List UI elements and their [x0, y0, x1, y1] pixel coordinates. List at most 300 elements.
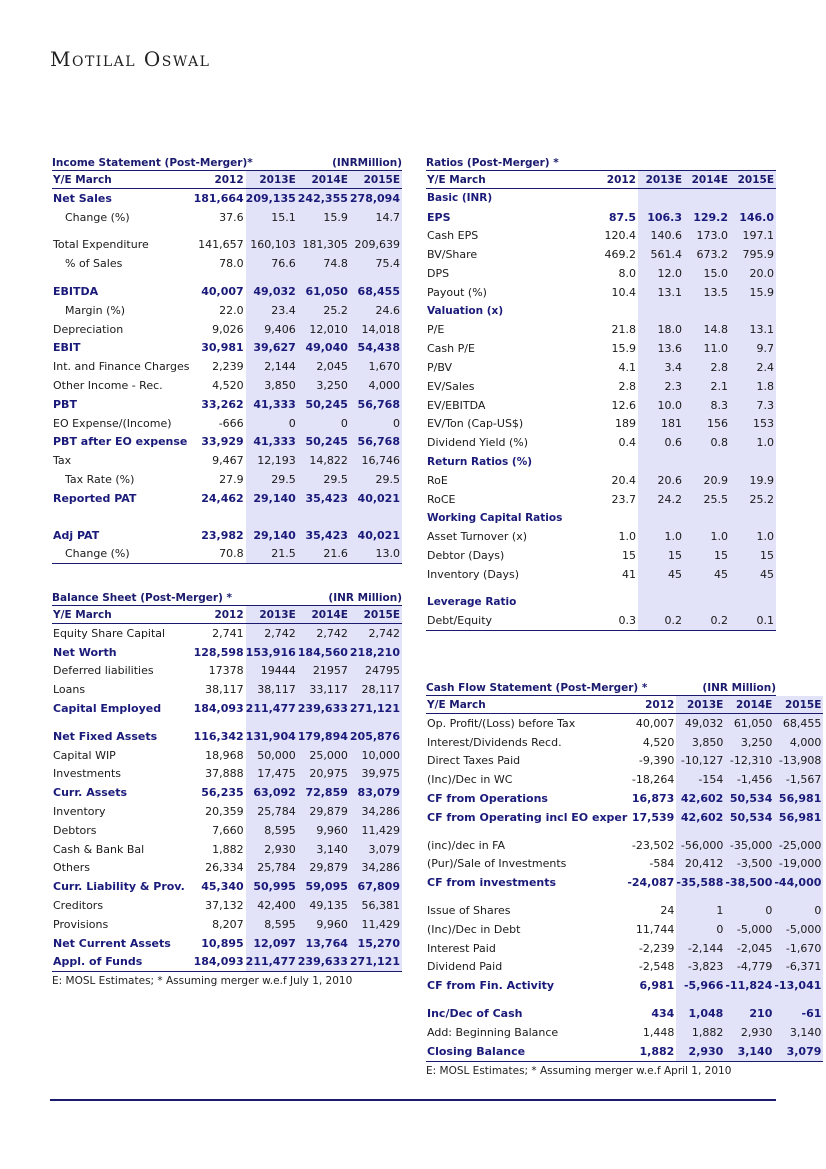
row-label: Adj PAT	[53, 528, 100, 542]
cell-value: 33,262	[201, 397, 244, 411]
cell-value: -584	[649, 857, 675, 871]
cell-value: -1,456	[725, 770, 774, 789]
cell-value	[350, 273, 402, 282]
cell-value	[350, 718, 402, 727]
table-title-row	[426, 150, 776, 171]
cell-value: 40,007	[635, 716, 675, 730]
table-row	[426, 855, 823, 874]
cell-value: 42,602	[676, 789, 725, 808]
table-row	[426, 976, 823, 995]
row-label: EBITDA	[53, 285, 99, 299]
cell-value: 34,286	[350, 859, 402, 878]
cell-value: 3,250	[725, 733, 774, 752]
column-header: Y/E March	[52, 171, 192, 189]
cell-value: 10.4	[611, 285, 636, 299]
row-label: Dividend Yield (%)	[427, 436, 529, 450]
row-label: Interest/Dividends Recd.	[427, 735, 562, 749]
cell-value: 211,477	[246, 699, 298, 718]
table-row	[426, 789, 823, 808]
cell-value: -38,500	[725, 873, 774, 892]
row-label: CF from investments	[427, 876, 557, 890]
data-table	[52, 606, 402, 972]
row-label: Return Ratios (%)	[427, 455, 533, 468]
cell-value: 1,882	[212, 842, 244, 856]
cell-value: 72,859	[298, 783, 350, 802]
cell-value	[192, 508, 246, 517]
cell-value: -5,000	[725, 920, 774, 939]
table-row	[52, 840, 402, 859]
row-label: EBIT	[53, 341, 81, 355]
cell-value: 8,595	[246, 821, 298, 840]
cell-value: 8,595	[246, 915, 298, 934]
cell-value: 61,050	[298, 282, 350, 301]
cell-value: 146.0	[730, 208, 776, 227]
cell-value: 56,981	[774, 789, 823, 808]
cell-value: 12,097	[246, 934, 298, 953]
cell-value: 15.0	[684, 264, 730, 283]
cell-value: 63,092	[246, 783, 298, 802]
column-header: 2013E	[676, 696, 725, 714]
row-label	[426, 827, 627, 836]
cell-value: 0	[350, 414, 402, 433]
row-label	[52, 517, 192, 526]
row-label: Inc/Dec of Cash	[427, 1007, 523, 1021]
row-label: % of Sales	[65, 257, 123, 271]
table-row	[426, 752, 823, 771]
table-row	[52, 273, 402, 282]
row-label: Cash EPS	[427, 229, 479, 243]
cell-value: -666	[218, 416, 244, 430]
table-row	[426, 892, 823, 901]
cell-value: 795.9	[730, 245, 776, 264]
cell-value: 469.2	[604, 248, 636, 262]
cell-value	[350, 508, 402, 517]
cell-value: 13.6	[638, 339, 684, 358]
row-label: Leverage Ratio	[427, 596, 517, 609]
cell-value: 189	[615, 417, 636, 431]
cell-value: 10,895	[201, 936, 244, 950]
cell-value: 87.5	[608, 210, 636, 224]
cell-value	[627, 892, 676, 901]
cell-value: 30,981	[201, 341, 244, 355]
cell-value: 19444	[246, 662, 298, 681]
cell-value: 141,657	[198, 238, 244, 252]
table-row	[52, 783, 402, 802]
cell-value: 25.2	[730, 490, 776, 509]
cell-value: 7.3	[730, 396, 776, 415]
row-label: Debt/Equity	[426, 612, 584, 631]
row-label: Inventory	[53, 805, 106, 819]
cell-value: 153	[730, 415, 776, 434]
table-row	[426, 1023, 823, 1042]
cell-value: 27.9	[219, 473, 244, 487]
row-label: Margin (%)	[65, 303, 126, 317]
cell-value: 49,032	[676, 714, 725, 733]
cell-value: 1,882	[676, 1023, 725, 1042]
row-label: RoCE	[427, 492, 456, 506]
table-title: Balance Sheet (Post-Merger) *	[52, 592, 233, 604]
cell-value: 173.0	[684, 227, 730, 246]
cell-value: 54,438	[350, 339, 402, 358]
cell-value	[684, 452, 730, 471]
column-header: Y/E March	[426, 696, 627, 714]
row-label: P/BV	[427, 361, 453, 375]
cell-value: 2,930	[676, 1042, 725, 1061]
table-row	[52, 915, 402, 934]
row-label: Tax	[53, 454, 72, 468]
cell-value: 13.1	[730, 321, 776, 340]
cell-value: 2.8	[684, 358, 730, 377]
row-label: Closing Balance	[426, 1042, 627, 1061]
row-label: Appl. of Funds	[52, 953, 192, 972]
cell-value: 3,250	[298, 376, 350, 395]
cell-value	[730, 509, 776, 528]
row-label	[426, 892, 627, 901]
cell-value: 41,333	[246, 433, 298, 452]
cell-value	[638, 302, 684, 321]
cell-value: -3,500	[725, 855, 774, 874]
row-label	[52, 227, 192, 236]
cell-value: 1,448	[642, 1025, 675, 1039]
table-footnote: E: MOSL Estimates; * Assuming merger w.e.f April 1, 2010	[426, 1064, 732, 1077]
cell-value	[676, 995, 725, 1004]
cell-value: 9,406	[246, 320, 298, 339]
cell-value: 0.2	[684, 612, 730, 631]
cell-value: 33,929	[201, 435, 244, 449]
cell-value: 21.6	[298, 545, 350, 564]
cell-value: 11,429	[350, 915, 402, 934]
cell-value: 1.0	[684, 527, 730, 546]
cell-value: 15	[638, 546, 684, 565]
table-row	[52, 227, 402, 236]
row-label: EO Expense/(Income)	[53, 416, 172, 430]
cell-value	[638, 593, 684, 612]
cell-value: 20.6	[638, 471, 684, 490]
column-header: 2015E	[350, 606, 402, 624]
cell-value: 34,286	[350, 802, 402, 821]
cell-value	[730, 189, 776, 208]
cell-value: 140.6	[638, 227, 684, 246]
cell-value: 23.4	[246, 301, 298, 320]
column-header-row	[52, 606, 402, 624]
cell-value: 76.6	[246, 254, 298, 273]
cell-value: 50,995	[246, 877, 298, 896]
cell-value: -5,966	[676, 976, 725, 995]
row-label: Provisions	[53, 917, 109, 931]
row-label: Valuation (x)	[427, 305, 504, 318]
row-label: EPS	[427, 210, 451, 224]
cell-value: -1,567	[774, 770, 823, 789]
cell-value: 25,000	[298, 746, 350, 765]
cell-value: -19,000	[774, 855, 823, 874]
row-label: Add: Beginning Balance	[427, 1025, 559, 1039]
cell-value: 3,140	[774, 1023, 823, 1042]
row-label: Basic (INR)	[427, 192, 493, 205]
cell-value: 29.5	[298, 470, 350, 489]
cell-value: 4,520	[212, 379, 244, 393]
table-row	[52, 953, 402, 972]
cell-value: 29.5	[350, 470, 402, 489]
cell-value: 40,021	[350, 526, 402, 545]
row-label: Deferred liabilities	[53, 664, 154, 678]
cell-value: 42,602	[676, 808, 725, 827]
cell-value: 4.1	[618, 361, 636, 375]
cell-value: 35,423	[298, 526, 350, 545]
cell-value: 129.2	[684, 208, 730, 227]
cell-value	[684, 584, 730, 593]
cell-value: 17378	[208, 664, 244, 678]
row-label: Change (%)	[65, 210, 130, 224]
table-row	[52, 489, 402, 508]
cell-value: 40,021	[350, 489, 402, 508]
column-header: 2014E	[684, 171, 730, 189]
cell-value: 15	[622, 549, 636, 563]
cell-value: 0	[774, 901, 823, 920]
cell-value: 41	[622, 567, 636, 581]
cell-value: 40,007	[201, 285, 244, 299]
cell-value: 21.5	[246, 545, 298, 564]
cell-value: 20,975	[298, 765, 350, 784]
cell-value	[730, 452, 776, 471]
cell-value	[246, 718, 298, 727]
cell-value: 9.7	[730, 339, 776, 358]
cell-value: 29,879	[298, 802, 350, 821]
table-row	[426, 565, 776, 584]
cell-value	[298, 517, 350, 526]
cell-value: 2,742	[350, 624, 402, 643]
cell-value	[246, 227, 298, 236]
cell-value: 242,355	[298, 189, 350, 208]
cell-value: 68,455	[350, 282, 402, 301]
row-label: Interest Paid	[427, 941, 496, 955]
cell-value: 1.0	[730, 527, 776, 546]
cell-value: 2,930	[246, 840, 298, 859]
cell-value: 271,121	[350, 699, 402, 718]
table-row	[52, 395, 402, 414]
cell-value: 434	[651, 1007, 675, 1021]
cell-value: 45	[684, 565, 730, 584]
table-row	[52, 877, 402, 896]
cell-value: 49,040	[298, 339, 350, 358]
balance-sheet-table	[52, 585, 402, 987]
cell-value: 15.9	[611, 342, 636, 356]
table-row	[52, 357, 402, 376]
cell-value: 17,475	[246, 765, 298, 784]
cell-value	[192, 227, 246, 236]
row-label: EV/Sales	[427, 379, 475, 393]
row-label: Direct Taxes Paid	[427, 754, 521, 768]
table-row	[52, 433, 402, 452]
cell-value	[684, 593, 730, 612]
cell-value: 153,916	[246, 643, 298, 662]
row-label: Investments	[53, 767, 122, 781]
table-row	[52, 320, 402, 339]
table-row	[52, 189, 402, 208]
table-row	[52, 643, 402, 662]
cell-value	[638, 189, 684, 208]
cell-value	[774, 892, 823, 901]
table-row	[52, 896, 402, 915]
cell-value: 15	[730, 546, 776, 565]
cell-value: 10,000	[350, 746, 402, 765]
cell-value: 74.8	[298, 254, 350, 273]
cell-value: 56,768	[350, 395, 402, 414]
row-label: CF from Operations	[427, 792, 548, 806]
cell-value: 2,045	[298, 357, 350, 376]
cell-value: 75.4	[350, 254, 402, 273]
cell-value: 61,050	[725, 714, 774, 733]
cell-value: 2,742	[246, 624, 298, 643]
data-table	[426, 171, 776, 631]
column-header: 2013E	[638, 171, 684, 189]
column-header: 2012	[192, 606, 246, 624]
cell-value	[584, 452, 638, 471]
row-label: Equity Share Capital	[53, 626, 166, 640]
column-header: 2012	[584, 171, 638, 189]
cell-value: 24795	[350, 662, 402, 681]
cell-value: 0	[676, 920, 725, 939]
cell-value: 26,334	[205, 861, 244, 875]
cell-value: 50,534	[725, 789, 774, 808]
cell-value: 8.0	[618, 267, 636, 281]
column-header: 2014E	[298, 606, 350, 624]
cell-value: 39,627	[246, 339, 298, 358]
row-label: Curr. Liability & Prov.	[53, 880, 185, 894]
table-unit: (INR Million)	[328, 592, 402, 604]
cell-value: 13.0	[350, 545, 402, 564]
cell-value	[627, 827, 676, 836]
cell-value: 1,882	[627, 1042, 676, 1061]
table-row	[426, 733, 823, 752]
cell-value: -6,371	[774, 958, 823, 977]
income-statement-table	[52, 150, 402, 564]
cell-value: 15,270	[350, 934, 402, 953]
table-title: Cash Flow Statement (Post-Merger) *	[426, 682, 648, 694]
row-label: Depreciation	[53, 322, 124, 336]
row-label: Reported PAT	[53, 491, 137, 505]
table-row	[426, 546, 776, 565]
cell-value: -35,588	[676, 873, 725, 892]
cell-value: 16,746	[350, 451, 402, 470]
table-title-row	[52, 585, 402, 606]
row-label	[52, 508, 192, 517]
table-row	[52, 526, 402, 545]
table-row	[426, 490, 776, 509]
cell-value: 24.6	[350, 301, 402, 320]
cell-value: -44,000	[774, 873, 823, 892]
table-row	[426, 1042, 823, 1061]
cell-value: 13,764	[298, 934, 350, 953]
cell-value	[298, 508, 350, 517]
cell-value: 49,135	[298, 896, 350, 915]
cell-value	[584, 584, 638, 593]
row-label: EV/EBITDA	[427, 398, 486, 412]
row-label: Debtor (Days)	[427, 549, 505, 563]
row-label	[426, 995, 627, 1004]
row-label: Capital WIP	[53, 748, 116, 762]
cell-value	[350, 227, 402, 236]
cell-value: 24	[660, 904, 675, 918]
table-row	[52, 699, 402, 718]
cell-value: -23,502	[631, 838, 675, 852]
cell-value	[298, 227, 350, 236]
column-header: 2013E	[246, 606, 298, 624]
table-row	[52, 414, 402, 433]
table-row	[52, 802, 402, 821]
cell-value: 14,018	[350, 320, 402, 339]
cell-value: 59,095	[298, 877, 350, 896]
column-header: 2014E	[725, 696, 774, 714]
cell-value: 56,381	[350, 896, 402, 915]
cell-value: 50,000	[246, 746, 298, 765]
cell-value: 239,633	[298, 953, 350, 972]
cell-value	[192, 718, 246, 727]
cell-value: 37,132	[205, 899, 244, 913]
cell-value: 20.9	[684, 471, 730, 490]
row-label: DPS	[427, 267, 450, 281]
cell-value: 1.0	[638, 527, 684, 546]
table-row	[426, 339, 776, 358]
table-title: Ratios (Post-Merger) *	[426, 157, 559, 169]
cell-value: 14.8	[684, 321, 730, 340]
table-row	[52, 765, 402, 784]
row-label: Int. and Finance Charges	[53, 360, 190, 374]
table-row	[426, 593, 776, 612]
cell-value: 184,560	[298, 643, 350, 662]
table-row	[52, 254, 402, 273]
row-label: Creditors	[53, 899, 104, 913]
cell-value	[774, 827, 823, 836]
row-label: RoE	[427, 473, 448, 487]
table-row	[52, 624, 402, 643]
cell-value: -12,310	[725, 752, 774, 771]
cell-value: 38,117	[246, 680, 298, 699]
row-label: Others	[53, 861, 90, 875]
cell-value: 25.2	[298, 301, 350, 320]
cell-value: 9,960	[298, 915, 350, 934]
cell-value: -5,000	[774, 920, 823, 939]
cell-value: 3,079	[774, 1042, 823, 1061]
cell-value: 2,930	[725, 1023, 774, 1042]
column-header: 2012	[627, 696, 676, 714]
cell-value	[298, 718, 350, 727]
table-row	[52, 727, 402, 746]
cell-value: 14.7	[350, 208, 402, 227]
table-row	[426, 958, 823, 977]
cell-value: 14,822	[298, 451, 350, 470]
table-row	[426, 227, 776, 246]
table-row	[426, 939, 823, 958]
cell-value: 49,032	[246, 282, 298, 301]
cell-value	[584, 189, 638, 208]
cell-value: 15.9	[730, 283, 776, 302]
column-header: Y/E March	[52, 606, 192, 624]
row-label: Cash & Bank Bal	[53, 842, 145, 856]
cell-value	[638, 452, 684, 471]
cell-value: 70.8	[192, 545, 246, 564]
row-label: Issue of Shares	[427, 904, 511, 918]
cell-value: 6,981	[639, 979, 675, 993]
cell-value: 2.3	[638, 377, 684, 396]
row-label: Net Fixed Assets	[53, 729, 158, 743]
row-label: (inc)/dec in FA	[427, 838, 506, 852]
cell-value: 211,477	[246, 953, 298, 972]
cell-value: 116,342	[193, 729, 244, 743]
cell-value: 18,968	[205, 748, 244, 762]
cell-value: 15.1	[246, 208, 298, 227]
cell-value: -13,041	[774, 976, 823, 995]
cell-value: 12.0	[638, 264, 684, 283]
